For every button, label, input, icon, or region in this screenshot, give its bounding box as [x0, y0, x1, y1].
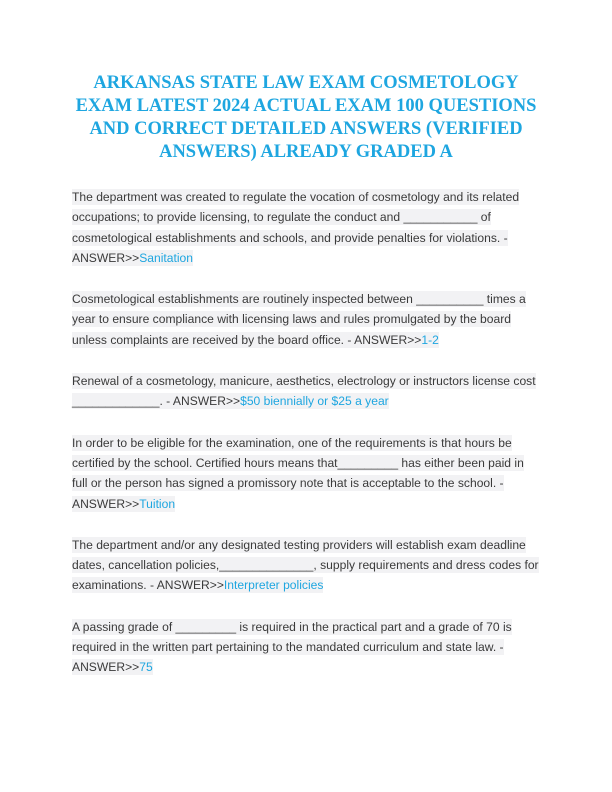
answer-text: 1-2: [421, 332, 439, 347]
answer-prefix: ANSWER>>: [156, 578, 224, 593]
qa-item: [72, 289, 540, 350]
question-text: Renewal of a cosmetology, manicure, aesthetics, electrology or instructors license cost _____________. -: [72, 374, 536, 409]
question-text: The department and/or any designated testing providers will establish exam deadline dates, cancellation policies,______________, supply requirements and dress codes for examinations. -: [72, 537, 539, 593]
answer-prefix: ANSWER>>: [72, 496, 140, 511]
answer-prefix: ANSWER>>: [172, 394, 241, 409]
document-title: ARKANSAS STATE LAW EXAM COSMETOLOGY EXAM LATEST 2024 ACTUAL EXAM 100 QUESTIONS AND CORRECT DETAILED ANSWERS (VERIFIED ANSWERS) ALREADY GRADED A: [75, 73, 537, 162]
answer-text: 75: [139, 660, 153, 675]
answer-text: Interpreter policies: [223, 578, 324, 593]
answer-text: Tuition: [139, 496, 176, 511]
question-list: [72, 187, 540, 678]
qa-item: [72, 617, 540, 678]
question-text: A passing grade of _________ is required in the practical part and a grade of 70 is required in the written part pertaining to the mandated curriculum and state law. -: [72, 619, 512, 655]
qa-item: [72, 187, 540, 268]
qa-item: [72, 535, 540, 596]
answer-prefix: ANSWER>>: [354, 332, 422, 347]
answer-text: $50 biennially or $25 a year: [240, 394, 389, 409]
answer-prefix: ANSWER>>: [72, 660, 140, 675]
question-text: In order to be eligible for the examination, one of the requirements is that hours be certified by the school. Certified hours means that_________ has either been paid in full or the person has signed a promissory note that is acceptable to the school. -: [72, 435, 524, 491]
answer-text: Sanitation: [139, 250, 194, 265]
question-text: The department was created to regulate the vocation of cosmetology and its related occupations; to provide licensing, to regulate the conduct and ___________ of cosmetological establishments and schools, and provide penalties for violations. -: [72, 190, 520, 245]
qa-item: [72, 371, 540, 412]
answer-prefix: ANSWER>>: [72, 250, 140, 265]
qa-item: [72, 433, 540, 514]
question-text: Cosmetological establishments are routinely inspected between __________ times a year to ensure compliance with licensing laws and rules promulgated by the board unless complaints are received by the board office. -: [72, 292, 526, 347]
